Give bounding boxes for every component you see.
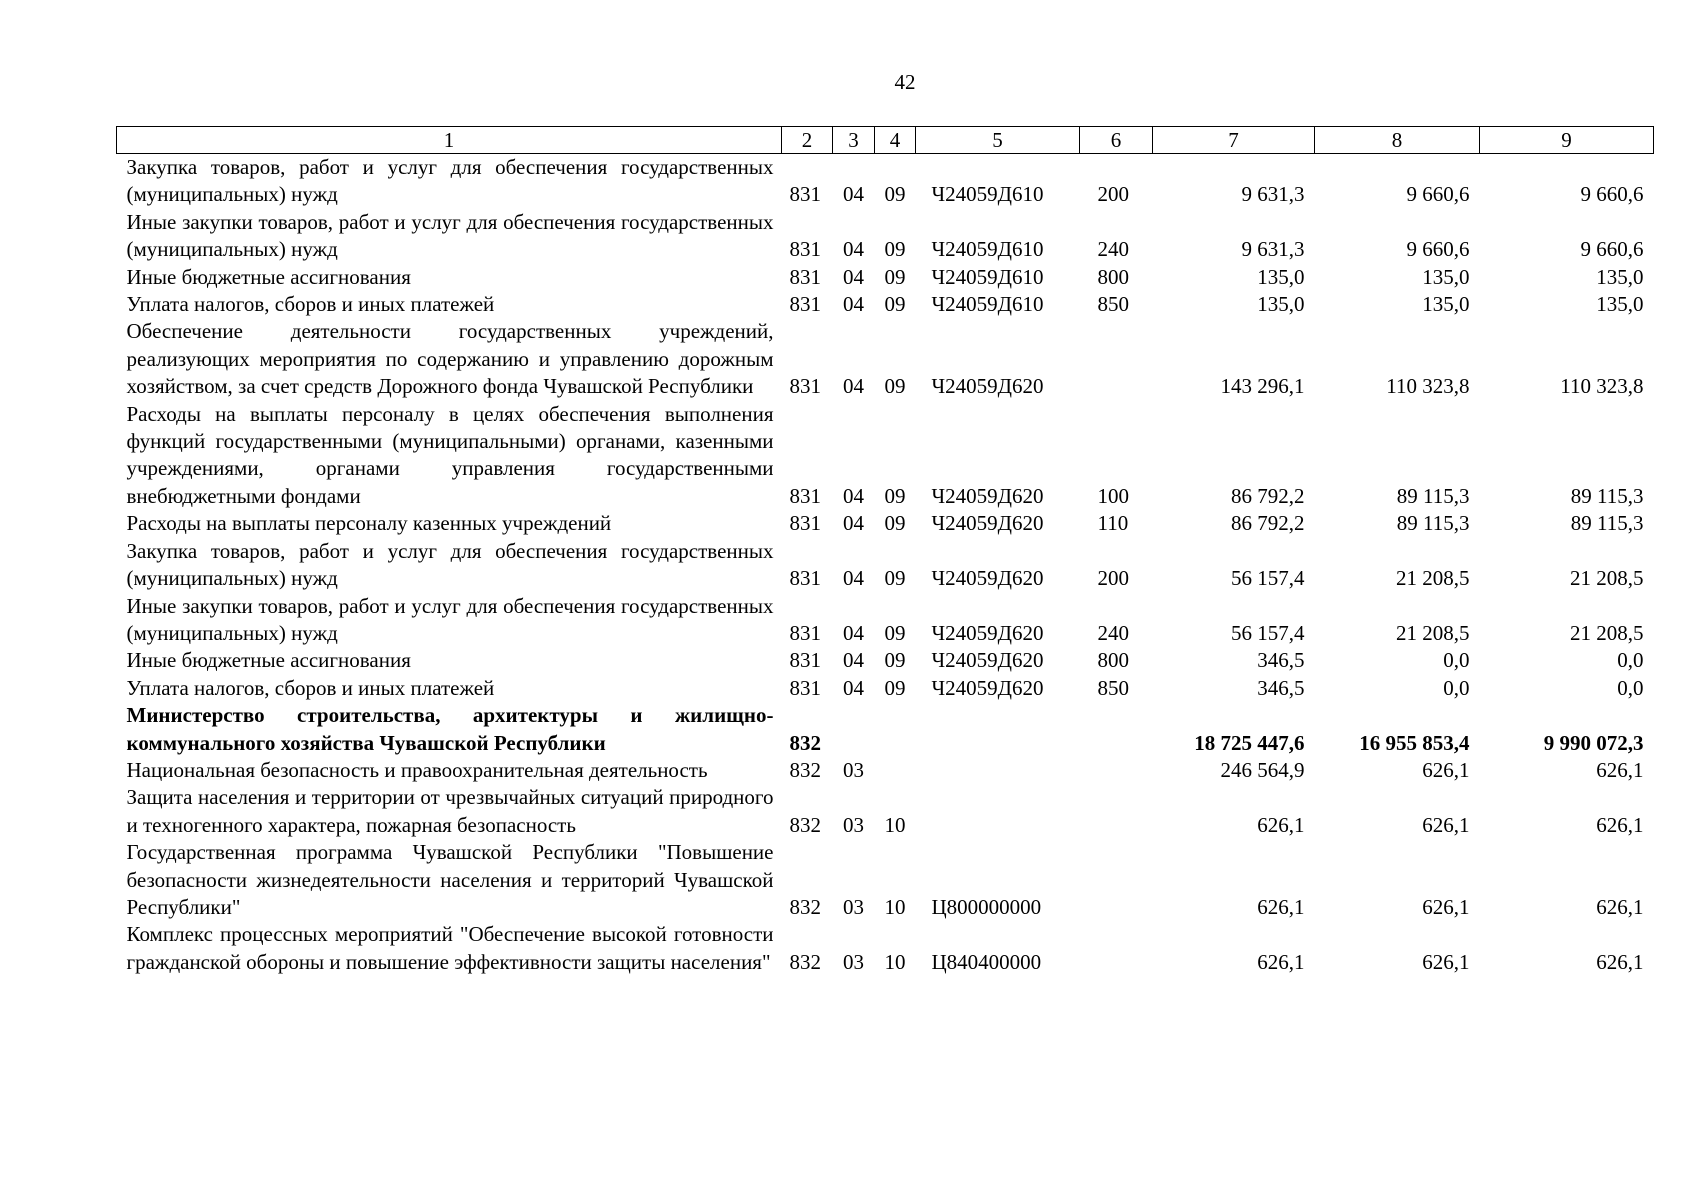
row-amount-1: 143 296,1 — [1220, 374, 1305, 399]
row-expense-type — [1080, 921, 1153, 976]
row-amount-2: 626,1 — [1422, 949, 1470, 974]
row-expense-type — [1080, 702, 1153, 757]
row-target-article — [916, 757, 1080, 784]
row-name: Иные закупки товаров, работ и услуг для обеспечения государственных (муниципальных) нужд — [126, 593, 774, 645]
row-section-code: 04 — [843, 675, 864, 700]
table-row — [117, 647, 1654, 674]
row-subsection-code — [875, 702, 916, 757]
row-amount-1: 86 792,2 — [1231, 483, 1305, 508]
row-section-code: 04 — [843, 264, 864, 289]
header-col-2: 2 — [782, 127, 833, 154]
row-name: Расходы на выплаты персоналу в целях обеспечения выполнения функций государственными (муниципальными) органами, казенными учреждениями, органами управления государственными внебюджетными фондами — [126, 401, 774, 508]
row-name: Закупка товаров, работ и услуг для обеспечения государственных (муниципальных) нужд — [126, 155, 774, 207]
table-row — [117, 538, 1654, 593]
row-target-article: Ч24059Д610 — [931, 264, 1044, 289]
row-amount-1: 135,0 — [1257, 264, 1305, 289]
row-expense-type: 240 — [1097, 237, 1129, 262]
table-row — [117, 593, 1654, 648]
row-amount-1: 18 725 447,6 — [1194, 730, 1305, 755]
table-header — [117, 127, 1654, 154]
header-col-3: 3 — [833, 127, 875, 154]
row-amount-2: 9 660,6 — [1406, 237, 1470, 262]
row-target-article: Ч24059Д620 — [931, 566, 1044, 591]
row-ministry-code: 831 — [789, 483, 821, 508]
row-expense-type: 850 — [1097, 292, 1129, 317]
row-expense-type: 800 — [1097, 264, 1129, 289]
header-col-9: 9 — [1480, 127, 1654, 154]
row-amount-1: 56 157,4 — [1231, 620, 1305, 645]
row-section-code: 04 — [843, 292, 864, 317]
row-ministry-code: 831 — [789, 620, 821, 645]
table-row — [117, 291, 1654, 318]
table-row — [117, 675, 1654, 702]
row-subsection-code: 10 — [884, 949, 906, 974]
row-amount-3: 626,1 — [1596, 812, 1644, 837]
row-amount-2: 21 208,5 — [1396, 566, 1470, 591]
row-expense-type: 800 — [1097, 648, 1129, 673]
table-row — [117, 510, 1654, 537]
row-expense-type — [1080, 784, 1153, 839]
row-ministry-code: 832 — [789, 894, 821, 919]
row-name: Национальная безопасность и правоохранительная деятельность — [126, 757, 708, 782]
header-row — [117, 127, 1654, 154]
row-expense-type: 110 — [1097, 511, 1129, 536]
row-name: Государственная программа Чувашской Республики "Повышение безопасности жизнедеятельности населения и территорий Чувашской Республики" — [126, 840, 774, 919]
row-amount-1: 9 631,3 — [1241, 237, 1305, 262]
row-ministry-code: 832 — [789, 730, 821, 755]
row-expense-type — [1080, 757, 1153, 784]
row-amount-3: 0,0 — [1617, 648, 1644, 673]
table-row — [117, 784, 1654, 839]
row-amount-2: 89 115,3 — [1396, 511, 1470, 536]
row-name: Иные закупки товаров, работ и услуг для обеспечения государственных (муниципальных) нужд — [126, 209, 774, 262]
row-expense-type: 100 — [1097, 483, 1129, 508]
table-row — [117, 209, 1654, 264]
row-amount-2: 110 323,8 — [1386, 374, 1470, 399]
row-ministry-code: 831 — [789, 511, 821, 536]
row-target-article: Ч24059Д620 — [931, 620, 1044, 645]
row-target-article: Ч24059Д620 — [931, 483, 1044, 508]
row-target-article — [916, 702, 1080, 757]
row-target-article: Ц800000000 — [931, 894, 1042, 919]
header-col-5: 5 — [916, 127, 1080, 154]
row-ministry-code: 831 — [789, 182, 821, 207]
row-amount-2: 626,1 — [1422, 757, 1470, 782]
row-ministry-code: 832 — [789, 812, 821, 837]
table-row — [117, 154, 1654, 209]
row-amount-2: 9 660,6 — [1406, 182, 1470, 207]
row-section-code: 04 — [843, 237, 864, 262]
row-section-code: 03 — [843, 757, 864, 782]
row-section-code: 04 — [843, 374, 864, 399]
header-col-8: 8 — [1315, 127, 1480, 154]
row-subsection-code: 09 — [884, 511, 906, 536]
row-name: Министерство строительства, архитектуры и жилищно-коммунального хозяйства Чувашской Республики — [126, 703, 774, 755]
row-amount-3: 89 115,3 — [1570, 511, 1644, 536]
page-number: 42 — [894, 70, 916, 94]
row-amount-1: 56 157,4 — [1231, 566, 1305, 591]
row-section-code — [833, 702, 875, 757]
row-expense-type: 850 — [1097, 675, 1129, 700]
row-ministry-code: 831 — [789, 264, 821, 289]
row-section-code: 04 — [843, 566, 864, 591]
row-amount-1: 626,1 — [1257, 812, 1305, 837]
row-target-article: Ч24059Д620 — [931, 374, 1044, 399]
row-name: Комплекс процессных мероприятий "Обеспечение высокой готовности гражданской обороны и повышение эффективности защиты населения" — [126, 922, 774, 974]
row-name: Уплата налогов, сборов и иных платежей — [126, 292, 495, 317]
row-section-code: 03 — [843, 812, 864, 837]
row-amount-2: 135,0 — [1422, 264, 1470, 289]
row-ministry-code: 831 — [789, 566, 821, 591]
row-ministry-code: 832 — [789, 757, 821, 782]
table-row — [117, 318, 1654, 400]
row-amount-1: 135,0 — [1257, 292, 1305, 317]
row-subsection-code: 09 — [884, 264, 906, 289]
row-amount-2: 626,1 — [1422, 894, 1470, 919]
row-ministry-code: 831 — [789, 675, 821, 700]
row-expense-type — [1080, 839, 1153, 921]
table-row — [117, 757, 1654, 784]
row-amount-1: 626,1 — [1257, 894, 1305, 919]
row-subsection-code: 09 — [884, 620, 906, 645]
row-target-article: Ч24059Д620 — [931, 675, 1044, 700]
row-amount-1: 626,1 — [1257, 949, 1305, 974]
row-subsection-code: 10 — [884, 812, 906, 837]
row-amount-2: 0,0 — [1443, 648, 1470, 673]
row-subsection-code: 09 — [884, 182, 906, 207]
row-amount-3: 110 323,8 — [1560, 374, 1644, 399]
row-ministry-code: 831 — [789, 374, 821, 399]
row-expense-type: 200 — [1097, 566, 1129, 591]
row-target-article: Ч24059Д610 — [931, 292, 1044, 317]
row-amount-3: 21 208,5 — [1570, 620, 1644, 645]
row-amount-3: 626,1 — [1596, 949, 1644, 974]
row-section-code: 04 — [843, 511, 864, 536]
row-amount-2: 16 955 853,4 — [1359, 730, 1470, 755]
header-col-6: 6 — [1080, 127, 1153, 154]
row-ministry-code: 831 — [789, 648, 821, 673]
row-section-code: 04 — [843, 182, 864, 207]
table-row — [117, 921, 1654, 976]
row-name: Уплата налогов, сборов и иных платежей — [126, 675, 495, 700]
row-ministry-code: 831 — [789, 237, 821, 262]
row-target-article: Ц840400000 — [931, 949, 1042, 974]
row-target-article: Ч24059Д610 — [931, 237, 1044, 262]
row-section-code: 03 — [843, 949, 864, 974]
row-amount-3: 9 990 072,3 — [1543, 730, 1644, 755]
header-col-1: 1 — [117, 127, 782, 154]
row-subsection-code: 09 — [884, 675, 906, 700]
row-name: Обеспечение деятельности государственных учреждений, реализующих мероприятия по содержанию и управлению дорожным хозяйством, за счет средств Дорожного фонда Чувашской Республики — [126, 319, 774, 399]
row-amount-1: 9 631,3 — [1241, 182, 1305, 207]
row-amount-2: 21 208,5 — [1396, 620, 1470, 645]
table-row — [117, 702, 1654, 757]
row-expense-type — [1080, 318, 1153, 400]
row-subsection-code: 09 — [884, 483, 906, 508]
row-target-article — [916, 784, 1080, 839]
row-subsection-code: 09 — [884, 292, 906, 317]
row-name: Закупка товаров, работ и услуг для обеспечения государственных (муниципальных) нужд — [126, 538, 774, 591]
table-row — [117, 839, 1654, 921]
row-amount-3: 135,0 — [1596, 292, 1644, 317]
row-section-code: 03 — [843, 894, 864, 919]
row-name: Расходы на выплаты персоналу казенных учреждений — [126, 511, 612, 536]
row-amount-2: 626,1 — [1422, 812, 1470, 837]
row-amount-3: 626,1 — [1596, 894, 1644, 919]
row-target-article: Ч24059Д620 — [931, 511, 1044, 536]
table-row — [117, 264, 1654, 291]
row-subsection-code: 09 — [884, 374, 906, 399]
table-row — [117, 401, 1654, 511]
row-amount-3: 89 115,3 — [1570, 483, 1644, 508]
row-ministry-code: 832 — [789, 949, 821, 974]
row-subsection-code — [875, 757, 916, 784]
row-amount-3: 9 660,6 — [1580, 182, 1644, 207]
row-subsection-code: 09 — [884, 237, 906, 262]
row-section-code: 04 — [843, 620, 864, 645]
row-amount-3: 0,0 — [1617, 675, 1644, 700]
row-name: Иные бюджетные ассигнования — [126, 648, 411, 673]
row-amount-2: 89 115,3 — [1396, 483, 1470, 508]
row-section-code: 04 — [843, 648, 864, 673]
row-amount-1: 346,5 — [1257, 675, 1305, 700]
header-col-7: 7 — [1153, 127, 1315, 154]
row-expense-type: 240 — [1097, 620, 1129, 645]
row-amount-1: 346,5 — [1257, 648, 1305, 673]
row-target-article: Ч24059Д610 — [931, 182, 1044, 207]
row-amount-3: 21 208,5 — [1570, 566, 1644, 591]
row-name: Защита населения и территории от чрезвычайных ситуаций природного и техногенного характера, пожарная безопасность — [126, 785, 774, 837]
row-amount-3: 626,1 — [1596, 757, 1644, 782]
row-amount-2: 135,0 — [1422, 292, 1470, 317]
header-col-4: 4 — [875, 127, 916, 154]
row-expense-type: 200 — [1097, 182, 1129, 207]
row-subsection-code: 09 — [884, 566, 906, 591]
row-amount-3: 9 660,6 — [1580, 237, 1644, 262]
row-subsection-code: 10 — [884, 894, 906, 919]
row-name: Иные бюджетные ассигнования — [126, 264, 411, 289]
row-amount-1: 246 564,9 — [1220, 757, 1305, 782]
row-amount-2: 0,0 — [1443, 675, 1470, 700]
row-subsection-code: 09 — [884, 648, 906, 673]
row-ministry-code: 831 — [789, 292, 821, 317]
budget-table — [116, 126, 1654, 976]
row-section-code: 04 — [843, 483, 864, 508]
row-amount-3: 135,0 — [1596, 264, 1644, 289]
row-target-article: Ч24059Д620 — [931, 648, 1044, 673]
row-amount-1: 86 792,2 — [1231, 511, 1305, 536]
table-body — [117, 154, 1654, 977]
